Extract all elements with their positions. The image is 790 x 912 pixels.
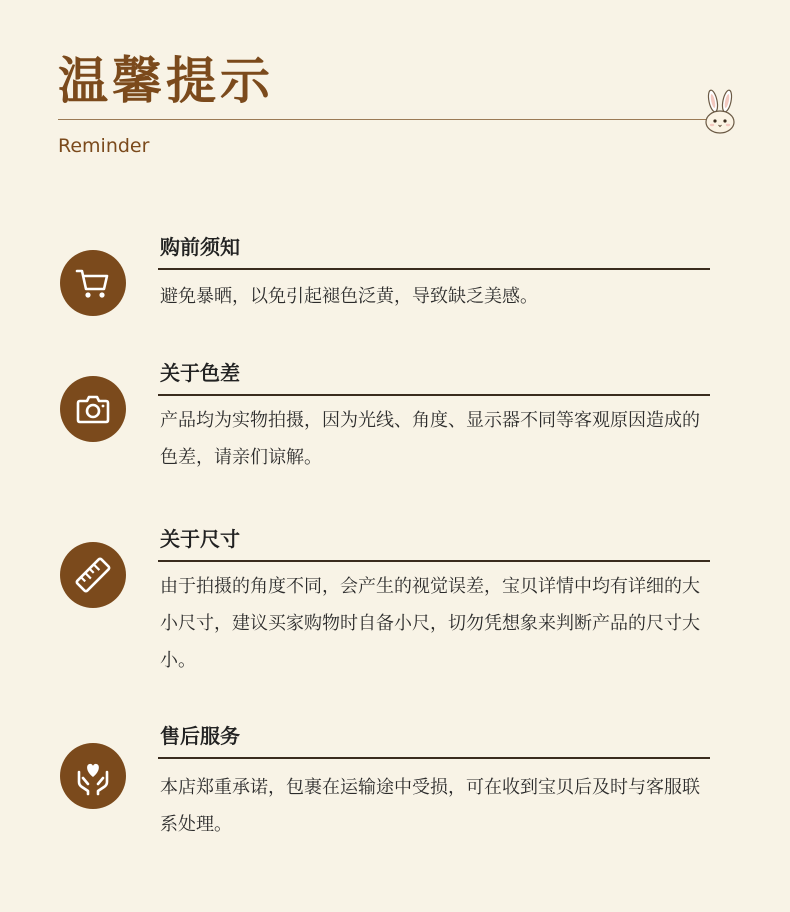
section-body: 本店郑重承诺，包裹在运输途中受损，可在收到宝贝后及时与客服联系处理。 xyxy=(160,777,700,835)
section-after-sales xyxy=(60,719,710,849)
section-icon-badge xyxy=(60,250,126,316)
section-divider xyxy=(158,268,710,270)
section-icon-badge xyxy=(60,376,126,442)
section-purchase-notice xyxy=(60,230,710,320)
page-title: 温馨提示 xyxy=(58,52,274,110)
heart-hands-icon xyxy=(73,756,113,796)
section-size-info xyxy=(60,522,710,682)
section-title: 关于色差 xyxy=(160,361,240,385)
section-body: 避免暴晒，以免引起褪色泛黄，导致缺乏美感。 xyxy=(160,286,538,307)
section-divider xyxy=(158,560,710,562)
section-divider xyxy=(158,757,710,759)
bunny-icon xyxy=(700,89,740,135)
section-divider xyxy=(158,394,710,396)
shopping-cart-icon xyxy=(73,263,113,303)
camera-icon xyxy=(73,389,113,429)
section-color-difference xyxy=(60,356,710,486)
section-body: 由于拍摄的角度不同，会产生的视觉误差，宝贝详情中均有详细的大小尺寸，建议买家购物时自备小尺，切勿凭想象来判断产品的尺寸大小。 xyxy=(160,576,700,671)
section-title: 售后服务 xyxy=(160,724,240,748)
section-body: 产品均为实物拍摄，因为光线、角度、显示器不同等客观原因造成的色差，请亲们谅解。 xyxy=(160,410,700,468)
ruler-icon xyxy=(73,555,113,595)
section-icon-badge xyxy=(60,542,126,608)
section-title: 关于尺寸 xyxy=(160,527,240,551)
section-icon-badge xyxy=(60,743,126,809)
header-divider xyxy=(58,119,710,120)
page-subtitle: Reminder xyxy=(58,135,150,157)
section-title: 购前须知 xyxy=(160,235,240,259)
